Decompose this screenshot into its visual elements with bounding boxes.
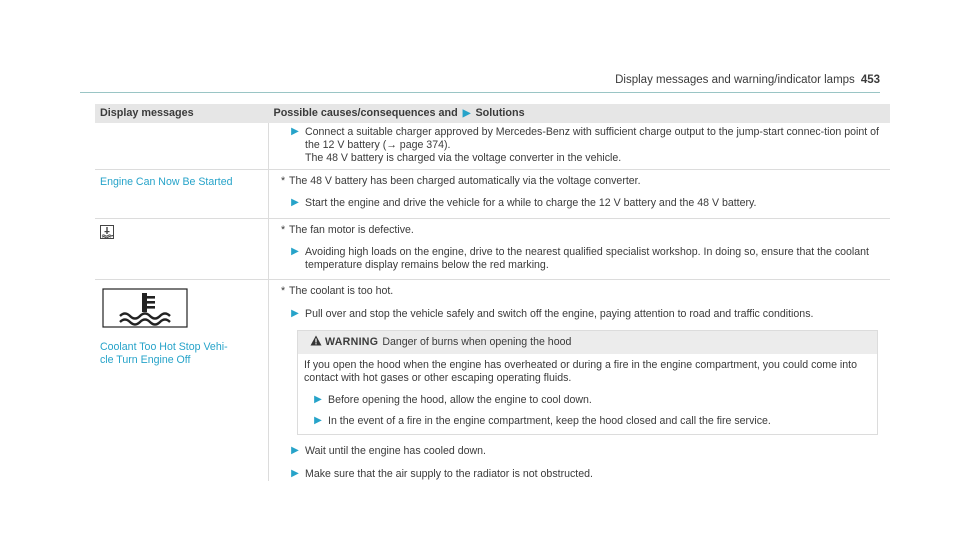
page-header [615, 74, 880, 86]
cause-text: The 48 V battery has been charged automatically via the voltage converter. [289, 175, 641, 188]
solution-arrow-icon: ▶ [291, 125, 299, 137]
solution-text: Avoiding high loads on the engine, drive to the nearest qualified specialist workshop. In doing so, ensure that the coolant temperature display remains below the red marking. [305, 245, 869, 272]
message-coolant-too-hot: Coolant Too Hot Stop Vehi- cle Turn Engine Off [100, 340, 228, 366]
solution-text: Pull over and stop the vehicle safely and switch off the engine, paying attention to road and traffic conditions. [305, 307, 814, 320]
warning-label: WARNING [325, 335, 379, 348]
solution-text: Wait until the engine has cooled down. [305, 445, 486, 458]
col-header-solutions: Solutions [475, 107, 525, 119]
warning-box [297, 330, 878, 435]
warning-step-text: Before opening the hood, allow the engine to cool down. [328, 393, 592, 406]
cause-item: * The fan motor is defective. [281, 223, 414, 236]
solution-step [281, 445, 884, 458]
fan-icon [100, 225, 263, 243]
cause-text: The fan motor is defective. [289, 223, 414, 236]
solution-step [281, 468, 884, 481]
warning-step [304, 415, 871, 428]
solution-text: Connect a suitable charger approved by Mercedes-Benz with sufficient charge output to the jump-start connec-tion point of the 12 V battery (→ page 374). [305, 125, 879, 151]
solution-text: Start the engine and drive the vehicle for a while to charge the 12 V battery and the 48 V battery. [305, 197, 757, 210]
solution-step [281, 308, 884, 321]
warning-triangle-icon [310, 335, 322, 350]
messages-table [95, 104, 890, 481]
solution-arrow-icon: ▶ [314, 393, 322, 405]
col-header-causes: Possible causes/consequences and [273, 107, 458, 119]
warning-text: If you open the hood when the engine has overheated or during a fire in the engine compartment, you could come into contact with hot gases or other escaping operating fluids. [304, 359, 858, 385]
warning-header [298, 331, 877, 354]
table-header-row [95, 104, 890, 123]
cause-text: The coolant is too hot. [289, 285, 394, 298]
table-row [95, 280, 890, 482]
warning-step-text: In the event of a fire in the engine compartment, keep the hood closed and call the fire service. [328, 414, 771, 427]
col-header-causes-solutions [269, 104, 891, 123]
cause-item: * The coolant is too hot. [281, 285, 394, 298]
solution-note: The 48 V battery is charged via the voltage converter in the vehicle. [305, 151, 622, 164]
solution-step [281, 126, 884, 166]
solution-arrow-icon: ▶ [291, 197, 299, 209]
page-header-title: Display messages and warning/indicator lamps [615, 74, 855, 86]
solution-step [281, 197, 884, 210]
solution-arrow-icon: ▶ [291, 307, 299, 319]
table-row [95, 218, 890, 280]
table-row [95, 170, 890, 218]
solution-step [281, 246, 884, 272]
message-engine-can-now-be-started: Engine Can Now Be Started [100, 176, 233, 189]
coolant-temperature-icon [102, 288, 263, 332]
solution-text: Make sure that the air supply to the radiator is not obstructed. [305, 468, 593, 481]
header-rule [80, 92, 880, 93]
solution-arrow-icon: ▶ [462, 108, 471, 119]
solution-arrow-icon: ▶ [314, 414, 322, 426]
warning-title: Danger of burns when opening the hood [382, 335, 572, 348]
page-number: 453 [860, 74, 880, 86]
cause-item: * The 48 V battery has been charged automatically via the voltage converter. [281, 175, 641, 188]
col-header-display-messages: Display messages [95, 104, 269, 123]
solution-arrow-icon: ▶ [291, 445, 299, 457]
table-row [95, 123, 890, 170]
solution-arrow-icon: ▶ [291, 245, 299, 257]
warning-step [304, 394, 871, 407]
solution-arrow-icon: ▶ [291, 468, 299, 480]
